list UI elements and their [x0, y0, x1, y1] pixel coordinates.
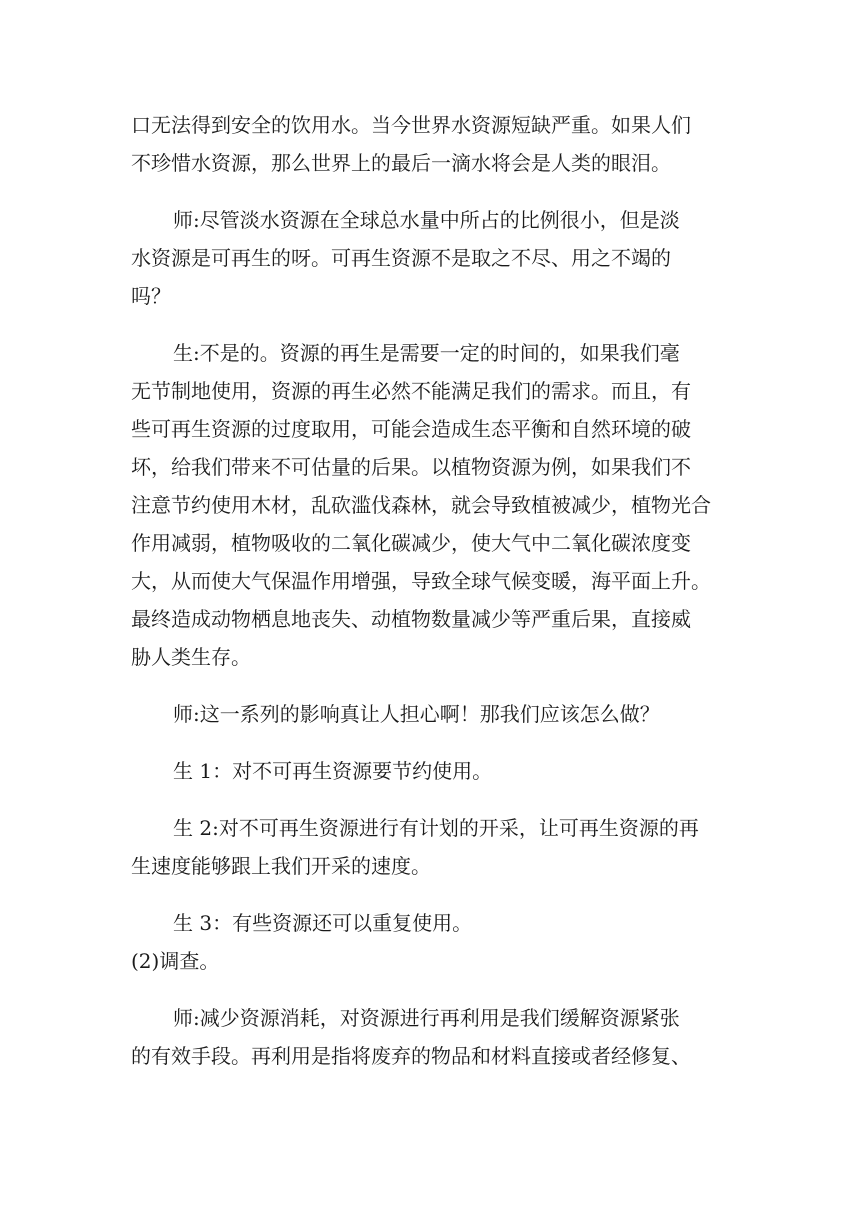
text-line: 生速度能够跟上我们开采的速度。	[131, 854, 431, 878]
text-line: 坏，给我们带来不可估量的后果。以植物资源为例，如果我们不	[131, 455, 691, 479]
text-line: 吗？	[131, 284, 171, 308]
text-line: 最终造成动物栖息地丧失、动植物数量减少等严重后果，直接威	[131, 607, 691, 631]
text-line: 作用减弱，植物吸收的二氧化碳减少，使大气中二氧化碳浓度变	[131, 531, 691, 555]
text-line: 师:这一系列的影响真让人担心啊！那我们应该怎么做？	[173, 702, 660, 726]
text-line: 口无法得到安全的饮用水。当今世界水资源短缺严重。如果人们	[131, 113, 691, 137]
text-line: 生:不是的。资源的再生是需要一定的时间的，如果我们毫	[173, 341, 680, 365]
text-line: 注意节约使用木材，乱砍滥伐森林，就会导致植被减少，植物光合	[131, 493, 711, 517]
text-line: 的有效手段。再利用是指将废弃的物品和材料直接或者经修复、	[131, 1044, 691, 1068]
text-line: 大，从而使大气保温作用增强，导致全球气候变暖，海平面上升。	[131, 569, 711, 593]
body-text	[131, 106, 731, 1075]
text-line: 生 1：对不可再生资源要节约使用。	[173, 759, 493, 783]
section-heading: (2)调查。	[131, 949, 220, 973]
text-line: 师:尽管淡水资源在全球总水量中所占的比例很小，但是淡	[173, 208, 680, 232]
text-line: 水资源是可再生的呀。可再生资源不是取之不尽、用之不竭的	[131, 246, 671, 270]
text-line: 不珍惜水资源，那么世界上的最后一滴水将会是人类的眼泪。	[131, 151, 671, 175]
text-line: 生 3：有些资源还可以重复使用。	[173, 911, 473, 935]
text-line: 无节制地使用，资源的再生必然不能满足我们的需求。而且，有	[131, 379, 691, 403]
text-line: 生 2:对不可再生资源进行有计划的开采，让可再生资源的再	[173, 816, 699, 840]
text-line: 胁人类生存。	[131, 645, 251, 669]
text-line: 些可再生资源的过度取用，可能会造成生态平衡和自然环境的破	[131, 417, 691, 441]
text-line: 师:减少资源消耗，对资源进行再利用是我们缓解资源紧张	[173, 1006, 680, 1030]
